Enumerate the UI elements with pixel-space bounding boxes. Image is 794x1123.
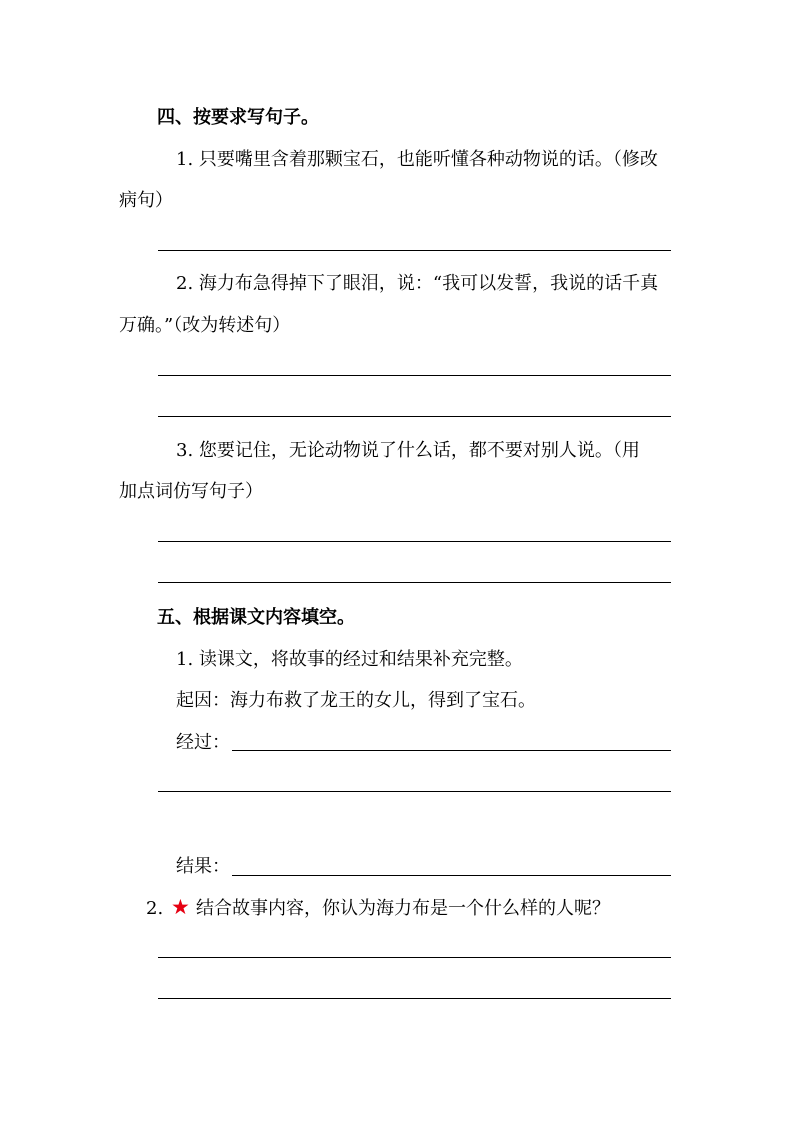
question-4-2-line2: 万确。”（改为转述句） (119, 315, 291, 336)
answer-line[interactable] (158, 998, 671, 999)
question-4-1-line2: 病句） (119, 190, 173, 211)
question-5-2-text: 结合故事内容，你认为海力布是一个什么样的人呢？ (196, 898, 610, 919)
section-5-heading: 五、根据课文内容填空。 (157, 607, 355, 628)
result-answer-line[interactable] (232, 875, 671, 876)
question-4-3-line1: 3. 您要记住，无论动物说了什么话，都不要对别人说。（用 (176, 440, 640, 461)
answer-line[interactable] (158, 957, 671, 958)
answer-line[interactable] (158, 250, 671, 251)
process-label: 经过： (176, 732, 230, 753)
answer-line[interactable] (158, 416, 671, 417)
question-4-2-line1: 2. 海力布急得掉下了眼泪，说：“我可以发誓，我说的话千真 (176, 273, 659, 294)
question-5-1: 1. 读课文，将故事的经过和结果补充完整。 (176, 649, 523, 670)
answer-line[interactable] (158, 791, 671, 792)
section-4-heading: 四、按要求写句子。 (157, 107, 319, 128)
question-5-2-number: 2. (146, 898, 164, 919)
question-4-3-line2: 加点词仿写句子） (119, 481, 263, 502)
star-icon: ★ (171, 895, 190, 919)
result-label: 结果： (176, 856, 230, 877)
answer-line[interactable] (158, 375, 671, 376)
answer-line[interactable] (158, 541, 671, 542)
process-answer-line[interactable] (232, 750, 671, 751)
answer-line[interactable] (158, 582, 671, 583)
question-4-1-line1: 1. 只要嘴里含着那颗宝石，也能听懂各种动物说的话。（修改 (176, 149, 658, 170)
cause-line: 起因：海力布救了龙王的女儿，得到了宝石。 (176, 690, 536, 711)
